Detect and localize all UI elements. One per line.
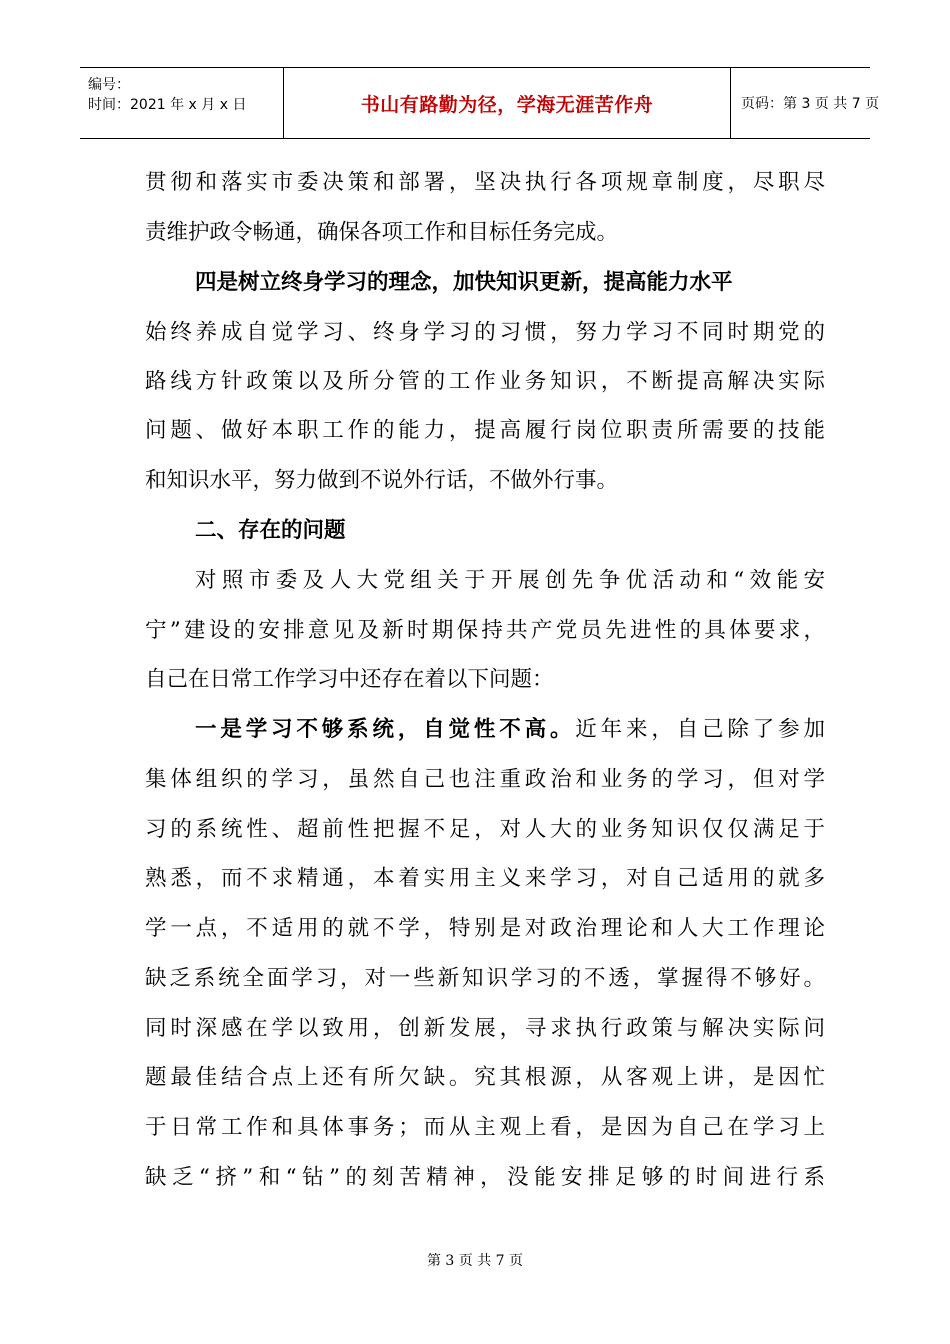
header-motto-cell — [284, 68, 731, 138]
body-line: 同时深感在学以致用，创新发展，寻求执行政策与解决实际问 — [145, 1016, 825, 1041]
body-line: 责维护政令畅通，确保各项工作和目标任务完成。 — [145, 220, 619, 245]
body-line: 题最佳结合点上还有所欠缺。究其根源，从客观上讲，是因忙 — [145, 1065, 825, 1090]
motto: 书山有路勤为径，学海无涯苦作舟 — [360, 94, 654, 116]
body-line: 习的系统性、超前性把握不足，对人大的业务知识仅仅满足于 — [145, 817, 825, 842]
body-line: 于日常工作和具体事务；而从主观上看，是因为自己在学习上 — [145, 1115, 825, 1140]
body-line: 和知识水平，努力做到不说外行话，不做外行事。 — [145, 468, 619, 493]
section-heading: 四是树立终身学习的理念，加快知识更新，提高能力水平 — [195, 270, 733, 295]
section-heading: 二、存在的问题 — [195, 518, 346, 543]
header-page-cell — [731, 68, 880, 138]
body-line: 缺乏系统全面学习，对一些新知识学习的不透，掌握得不够好。 — [145, 966, 825, 991]
point-heading: 一是学习不够系统，自觉性不高。 — [195, 717, 576, 742]
body-line: 熟悉，而不求精通，本着实用主义来学习，对自己适用的就多 — [145, 866, 825, 891]
header-meta-cell — [80, 68, 284, 138]
page-label: 页码：第 3 页 共 7 页 — [741, 96, 880, 112]
body-line: 对照市委及人大党组关于开展创先争优活动和“效能安 — [195, 568, 825, 593]
document-header — [80, 67, 880, 139]
page-footer: 第 3 页 共 7 页 — [426, 1253, 524, 1269]
body-line: 学一点，不适用的就不学，特别是对政治理论和人大工作理论 — [145, 916, 825, 941]
body-line: 集体组织的学习，虽然自己也注重政治和业务的学习，但对学 — [145, 767, 825, 792]
point-text: 近年来，自己除了参加 — [575, 717, 825, 742]
body-line: 问题、做好本职工作的能力，提高履行岗位职责所需要的技能 — [145, 418, 825, 443]
body-line — [195, 715, 825, 745]
body-line: 始终养成自觉学习、终身学习的习惯，努力学习不同时期党的 — [145, 320, 825, 345]
body-line: 宁”建设的安排意见及新时期保持共产党员先进性的具体要求， — [145, 618, 825, 643]
time-label: 时间：2021 年 x 月 x 日 — [88, 97, 247, 113]
body-line: 自己在日常工作学习中还存在着以下问题： — [145, 667, 554, 692]
body-line: 路线方针政策以及所分管的工作业务知识，不断提高解决实际 — [145, 369, 825, 394]
body-line: 缺乏“挤”和“钻”的刻苦精神，没能安排足够的时间进行系 — [145, 1165, 825, 1190]
number-label: 编号： — [88, 77, 130, 93]
body-line: 贯彻和落实市委决策和部署，坚决执行各项规章制度，尽职尽 — [145, 170, 825, 195]
